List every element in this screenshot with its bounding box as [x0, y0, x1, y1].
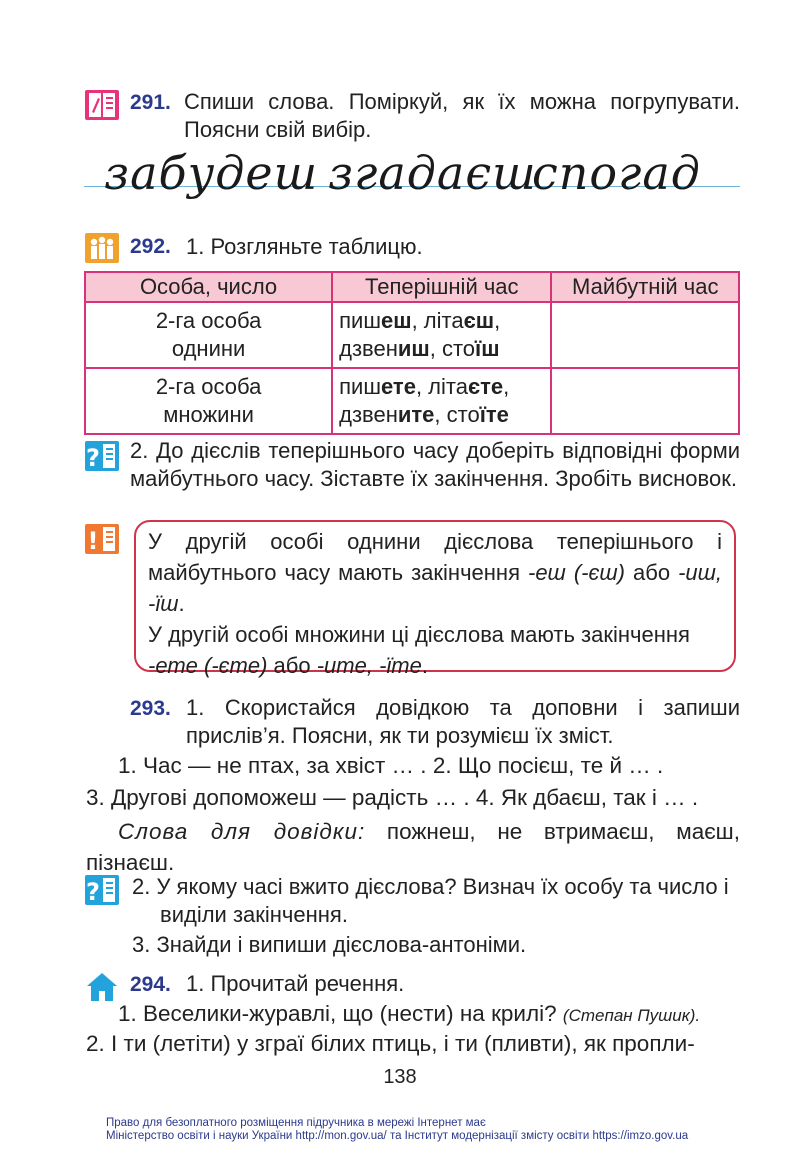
table-header-person: Особа, число [85, 272, 332, 302]
proverb-line-1: 1. Час — не птах, за хвіст … . 2. Що посієш, те й … . [118, 753, 664, 778]
sentence-line-2: 2. І ти (летіти) у зграї білих птиць, і ти (пливти), як пропли- [86, 1031, 695, 1056]
present-line: пишеш, літаєш, [339, 308, 501, 333]
person-line: 2-га особа [155, 308, 262, 333]
exercise-292-number: 292. [130, 235, 171, 258]
present-line: пишете, літаєте, [339, 374, 510, 399]
hint-paragraph [86, 816, 740, 878]
exercise-291-text: Спиши слова. Поміркуй, як їх можна погрупувати. Поясни свій вибір. [184, 89, 740, 142]
number-line: множини [163, 402, 254, 427]
svg-text:!: ! [87, 527, 99, 555]
handwriting-word-1: забудеш [104, 146, 319, 200]
verb-endings-table [84, 271, 740, 435]
rule-paragraph-1: У другій особі однини дієслова теперішнього і майбутнього часу мають закінчення -еш (-єш) або -иш, -їш. [148, 529, 723, 616]
table-cell-person [85, 302, 332, 368]
table-row [85, 302, 739, 368]
sentence-line-1: 1. Веселики-журавлі, що (нести) на крилі? (Степан Пушик). [118, 1001, 701, 1026]
writing-book-icon [84, 88, 120, 122]
question-book-icon [84, 439, 120, 473]
hint-label: Слова для довідки: [118, 819, 366, 844]
person-line: 2-га особа [155, 374, 262, 399]
svg-text:?: ? [86, 878, 100, 906]
table-cell-person [85, 368, 332, 434]
question-book-icon [84, 873, 120, 907]
exercise-292-task1: 1. Розгляньте таблицю. [186, 234, 423, 259]
sentence-author: (Степан Пушик). [562, 1006, 701, 1025]
footer-line-1: Право для безоплатного розміщення підручника в мережі Інтернет має [106, 1117, 486, 1129]
attention-book-icon [84, 522, 120, 556]
hint-words: пожнеш, не втримаєш, маєш, пізнаєш. [86, 819, 740, 875]
handwriting-word-2: згадаєш [328, 146, 537, 200]
number-line: однини [171, 336, 246, 361]
home-icon [84, 970, 120, 1004]
rule-box [134, 520, 736, 678]
present-line: дзвениш, стоїш [339, 336, 500, 361]
exercise-293-task1: 1. Скористайся довідкою та доповни і запиши прислів’я. Поясни, як ти розумієш їх зміст. [186, 695, 740, 748]
table-cell-present [332, 302, 551, 368]
exercise-291-number: 291. [130, 91, 171, 114]
table-header-row [85, 272, 739, 302]
exercise-294-number: 294. [130, 973, 171, 996]
handwriting-word-3: спогад [532, 146, 701, 200]
proverb-line-2: 3. Другові допоможеш — радість … . 4. Як дбаєш, так і … . [86, 785, 699, 810]
exercise-293-number: 293. [130, 697, 171, 720]
table-row [85, 368, 739, 434]
table-cell-future [551, 368, 739, 434]
exercise-292-task2: 2. До дієслів теперішнього часу доберіть відповідні форми майбутнього часу. Зіставте їх закінчення. Зробіть висновок. [130, 438, 740, 491]
footer-line-2: Міністерство освіти і науки України http://mon.gov.ua/ та Інститут модернізації змісту освіти https://imzo.gov.ua [106, 1130, 689, 1142]
present-line: дзвените, стоїте [339, 402, 509, 427]
exercise-293-task3: 3. Знайди і випиши дієслова-антоніми. [132, 932, 527, 957]
table-cell-present [332, 368, 551, 434]
table-cell-future [551, 302, 739, 368]
table-header-future: Майбутній час [551, 272, 739, 302]
group-work-icon [84, 231, 120, 265]
exercise-293-task2: 2. У якому часі вжито дієслова? Визнач їх особу та число і виділи закінчення. [132, 874, 729, 927]
svg-text:?: ? [86, 444, 100, 472]
page-number: 138 [383, 1066, 417, 1088]
exercise-294-task1: 1. Прочитай речення. [186, 971, 405, 996]
table-header-present: Теперішній час [332, 272, 551, 302]
rule-paragraph-2: У другій особі множини ці дієслова мають закінчення -ете (-єте) або -ите, -їте. [148, 622, 690, 678]
